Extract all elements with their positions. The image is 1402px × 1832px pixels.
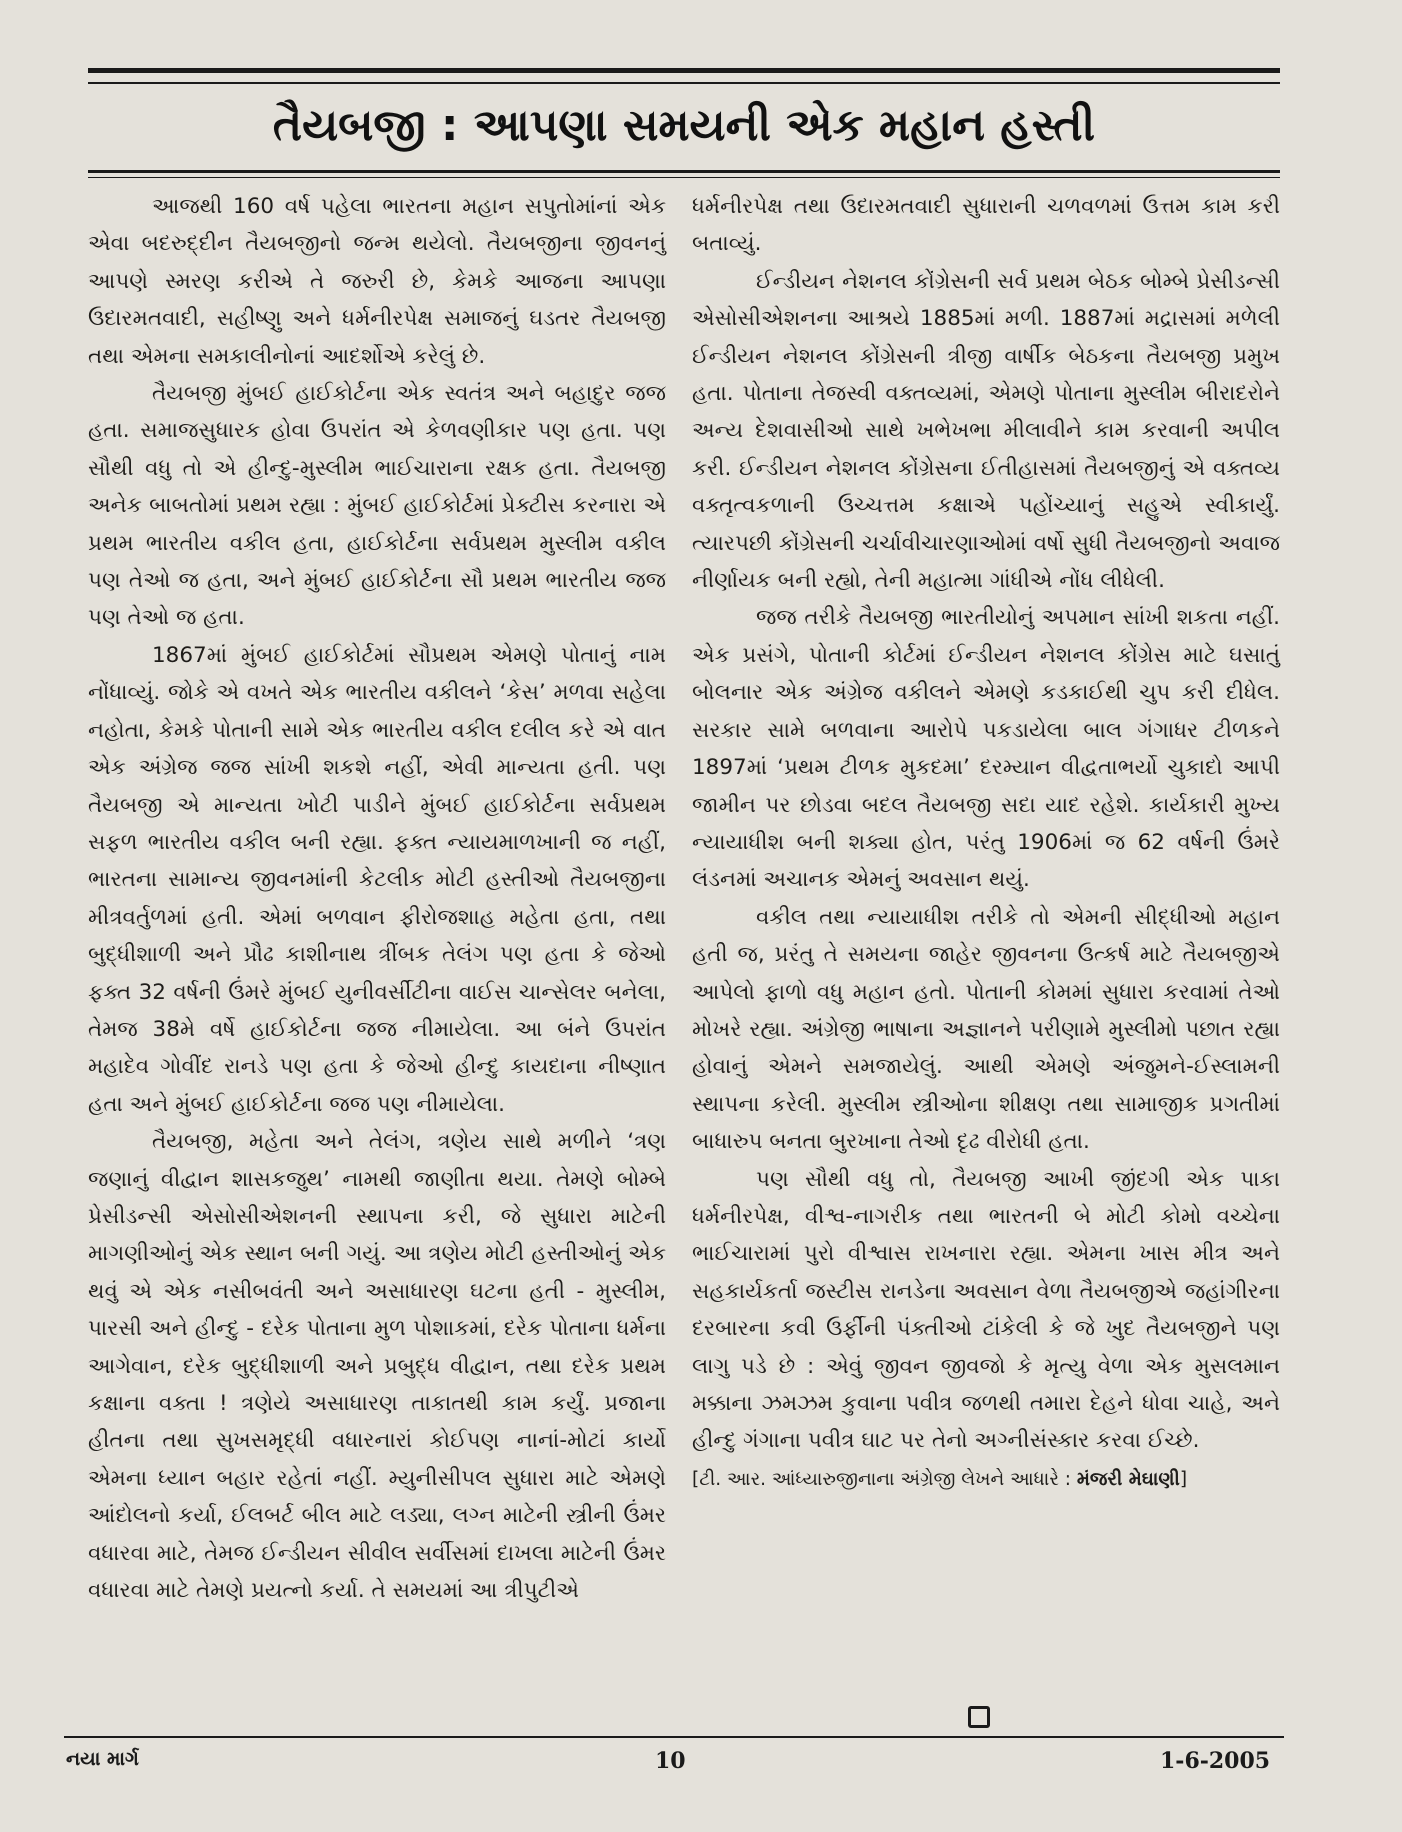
page-number: 10	[655, 1748, 686, 1774]
paragraph: પણ સૌથી વધુ તો, તૈયબજી આખી જીંદગી એક પાકા ધર્મનીરપેક્ષ, વીશ્વ-નાગરીક તથા ભારતની બે મોટી કોમો વચ્ચેના ભાઈચારામાં પુરો વીશ્વાસ રાખનારા રહ્યા. એમના ખાસ મીત્ર અને સહકાર્યકર્તા જસ્ટીસ રાનડેના અવસાન વેળા તૈયબજીએ જહાંગીરના દરબારના કવી ઉર્ફીની પંક્તીઓ ટાંકેલી કે જે ખુદ તૈયબજીને પણ લાગુ પડે છે : એવું જીવન જીવજો કે મૃત્યુ વેળા એક મુસલમાન મક્કાના ઝમઝમ કુવાના પવીત્ર જળથી તમારા દેહને ધોવા ચાહે, અને હીન્દુ ગંગાના પવીત્ર ઘાટ પર તેનો અગ્નીસંસ્કાર કરવા ઈચ્છે.	[692, 1166, 1280, 1454]
publication-name: નયા માર્ગ	[66, 1748, 139, 1770]
paragraph: ઈન્ડીયન નેશનલ કોંગ્રેસની સર્વ પ્રથમ બેઠક બોમ્બે પ્રેસીડન્સી એસોસીએશનના આશ્રયે 1885માં મળી. 1887માં મદ્રાસમાં મળેલી ઈન્ડીયન નેશનલ કોંગ્રેસની ત્રીજી વાર્ષીક બેઠકના તૈયબજી પ્રમુખ હતા. પોતાના તેજસ્વી વક્તવ્યમાં, એમણે પોતાના મુસ્લીમ બીરાદરોને અન્ય દેશવાસીઓ સાથે ખભેખભા મીલાવીને કામ કરવાની અપીલ કરી. ઈન્ડીયન નેશનલ કોંગ્રેસના ઈતીહાસમાં તૈયબજીનું એ વક્તવ્ય વક્તૃત્વકળાની ઉચ્ચત્તમ કક્ષાએ પહોંચ્યાનું સહુએ સ્વીકાર્યું. ત્યારપછી કોંગ્રેસની ચર્ચાવીચારણાઓમાં વર્ષો સુધી તૈયબજીનો અવાજ નીર્ણાયક બની રહ્યો, તેની મહાત્મા ગાંધીએ નોંધ લીધેલી.	[692, 268, 1280, 594]
right-column	[692, 188, 1280, 1498]
paragraph: આજથી 160 વર્ષ પહેલા ભારતના મહાન સપુતોમાંનાં એક એવા બદરુદ્દીન તૈયબજીનો જન્મ થયેલો. તૈયબજીના જીવનનું આપણે સ્મરણ કરીએ તે જરુરી છે, કેમકે આજના આપણા ઉદારમતવાદી, સહીષ્ણુ અને ધર્મનીરપેક્ષ સમાજનું ઘડતર તૈયબજી તથા એમના સમકાલીનોનાં આદર્શોએ કરેલું છે.	[88, 194, 666, 369]
left-column	[88, 188, 666, 1609]
paragraph: 1867માં મુંબઈ હાઈકોર્ટમાં સૌપ્રથમ એમણે પોતાનું નામ નોંધાવ્યું. જોકે એ વખતે એક ભારતીય વકીલને ‘કેસ’ મળવા સહેલા નહોતા, કેમકે પોતાની સામે એક ભારતીય વકીલ દલીલ કરે એ વાત એક અંગ્રેજ જજ સાંખી શકશે નહીં, એવી માન્યતા હતી. પણ તૈયબજી એ માન્યતા ખોટી પાડીને મુંબઈ હાઈકોર્ટના સર્વપ્રથમ સફળ ભારતીય વકીલ બની રહ્યા. ફક્ત ન્યાયમાળખાની જ નહીં, ભારતના સામાન્ય જીવનમાંની કેટલીક મોટી હસ્તીઓ તૈયબજીના મીત્રવર્તુળમાં હતી. એમાં બળવાન ફીરોજશાહ મહેતા હતા, તથા બુદ્ધીશાળી અને પ્રૌઢ કાશીનાથ ત્રીંબક તેલંગ પણ હતા કે જેઓ ફક્ત 32 વર્ષની ઉંમરે મુંબઈ યુનીવર્સીટીના વાઈસ ચાન્સેલર બનેલા, તેમજ 38મે વર્ષે હાઈકોર્ટના જજ નીમાયેલા. આ બંને ઉપરાંત મહાદેવ ગોવીંદ રાનડે પણ હતા કે જેઓ હીન્દુ કાયદાના નીષ્ણાત હતા અને મુંબઈ હાઈકોર્ટના જજ પણ નીમાયેલા.	[88, 642, 666, 1117]
footer-rule	[64, 1736, 1284, 1738]
paragraph: વકીલ તથા ન્યાયાધીશ તરીકે તો એમની સીદ્ધીઓ મહાન હતી જ, પ્રરંતુ તે સમયના જાહેર જીવનના ઉત્કર્ષ માટે તૈયબજીએ આપેલો ફાળો વધુ મહાન હતો. પોતાની કોમમાં સુધારા કરવામાં તેઓ મોખરે રહ્યા. અંગ્રેજી ભાષાના અજ્ઞાનને પરીણામે મુસ્લીમો પછાત રહ્યા હોવાનું એમને સમજાયેલું. આથી એમણે અંજુમને-ઈસ્લામની સ્થાપના કરેલી. મુસ્લીમ સ્ત્રીઓના શીક્ષણ તથા સામાજીક પ્રગતીમાં બાધારુપ બનતા બુરખાના તેઓ દૃઢ વીરોધી હતા.	[692, 904, 1280, 1155]
title-rule-thin	[88, 177, 1280, 178]
article-credit	[692, 1462, 1280, 1498]
paragraph: તૈયબજી મુંબઈ હાઈકોર્ટના એક સ્વતંત્ર અને બહાદુર જજ હતા. સમાજસુધારક હોવા ઉપરાંત એ કેળવણીકાર પણ હતા. પણ સૌથી વધુ તો એ હીન્દુ-મુસ્લીમ ભાઈચારાના રક્ષક હતા. તૈયબજી અનેક બાબતોમાં પ્રથમ રહ્યા : મુંબઈ હાઈકોર્ટમાં પ્રેક્ટીસ કરનારા એ પ્રથમ ભારતીય વકીલ હતા, હાઈકોર્ટના સર્વપ્રથમ મુસ્લીમ વકીલ પણ તેઓ જ હતા, અને મુંબઈ હાઈકોર્ટના સૌ પ્રથમ ભારતીય જજ પણ તેઓ જ હતા.	[88, 381, 666, 631]
end-mark-square-icon	[968, 1706, 990, 1728]
top-rule-thin	[88, 82, 1280, 84]
credit-prefix: [ટી. આર. આંધ્યારુજીનાના અંગ્રેજી લેખને આધારે :	[692, 1468, 1077, 1490]
title-rule-thick	[88, 170, 1280, 173]
article-title: તૈયબજી : આપણા સમયની એક મહાન હસ્તી	[272, 100, 1096, 151]
paragraph: તૈયબજી, મહેતા અને તેલંગ, ત્રણેય સાથે મળીને ‘ત્રણ જણાનું વીદ્વાન શાસકજુથ’ નામથી જાણીતા થયા. તેમણે બોમ્બે પ્રેસીડન્સી એસોસીએશનની સ્થાપના કરી, જે સુધારા માટેની માગણીઓનું એક સ્થાન બની ગયું. આ ત્રણેય મોટી હસ્તીઓનું એક થવું એ એક નસીબવંતી અને અસાધારણ ઘટના હતી - મુસ્લીમ, પારસી અને હીન્દુ - દરેક પોતાના મુળ પોશાકમાં, દરેક પોતાના ધર્મના આગેવાન, દરેક બુદ્ધીશાળી અને પ્રબુદ્ધ વીદ્વાન, તથા દરેક પ્રથમ કક્ષાના વક્તા ! ત્રણેયે અસાધારણ તાકાતથી કામ કર્યું. પ્રજાના હીતના તથા સુખસમૃદ્ધી વધારનારાં કોઈપણ નાનાં-મોટાં કાર્યો એમના ધ્યાન બહાર રહેતાં નહીં. મ્યુનીસીપલ સુધારા માટે એમણે આંદોલનો કર્યા, ઈલબર્ટ બીલ માટે લડ્યા, લગ્ન માટેની સ્ત્રીની ઉંમર વધારવા માટે, તેમજ ઈન્ડીયન સીવીલ સર્વીસમાં દાખલા માટેની ઉંમર વધારવા માટે તેમણે પ્રયત્નો કર્યા. તે સમયમાં આ ત્રીપુટીએ	[88, 1129, 666, 1604]
issue-date: 1-6-2005	[1160, 1748, 1271, 1774]
paragraph-continuation: ધર્મનીરપેક્ષ તથા ઉદારમતવાદી સુધારાની ચળવળમાં ઉત્તમ કામ કરી બતાવ્યું.	[692, 194, 1280, 257]
credit-suffix: ]	[1179, 1468, 1188, 1490]
credit-author: મંજરી મેઘાણી	[1076, 1468, 1180, 1490]
paragraph: જજ તરીકે તૈયબજી ભારતીયોનું અપમાન સાંખી શકતા નહીં. એક પ્રસંગે, પોતાની કોર્ટમાં ઈન્ડીયન નેશનલ કોંગ્રેસ માટે ઘસાતું બોલનાર એક અંગ્રેજ વકીલને એમણે કડકાઈથી ચુપ કરી દીધેલ. સરકાર સામે બળવાના આરોપે પકડાયેલા બાલ ગંગાધર ટીળકને 1897માં ‘પ્રથમ ટીળક મુકદમા’ દરમ્યાન વીદ્વતાભર્યો ચુકાદો આપી જામીન પર છોડવા બદલ તૈયબજી સદા યાદ રહેશે. કાર્યકારી મુખ્ય ન્યાયાધીશ બની શક્યા હોત, પરંતુ 1906માં જ 62 વર્ષની ઉંમરે લંડનમાં અચાનક એમનું અવસાન થયું.	[692, 605, 1280, 893]
top-rule-thick	[88, 68, 1280, 73]
